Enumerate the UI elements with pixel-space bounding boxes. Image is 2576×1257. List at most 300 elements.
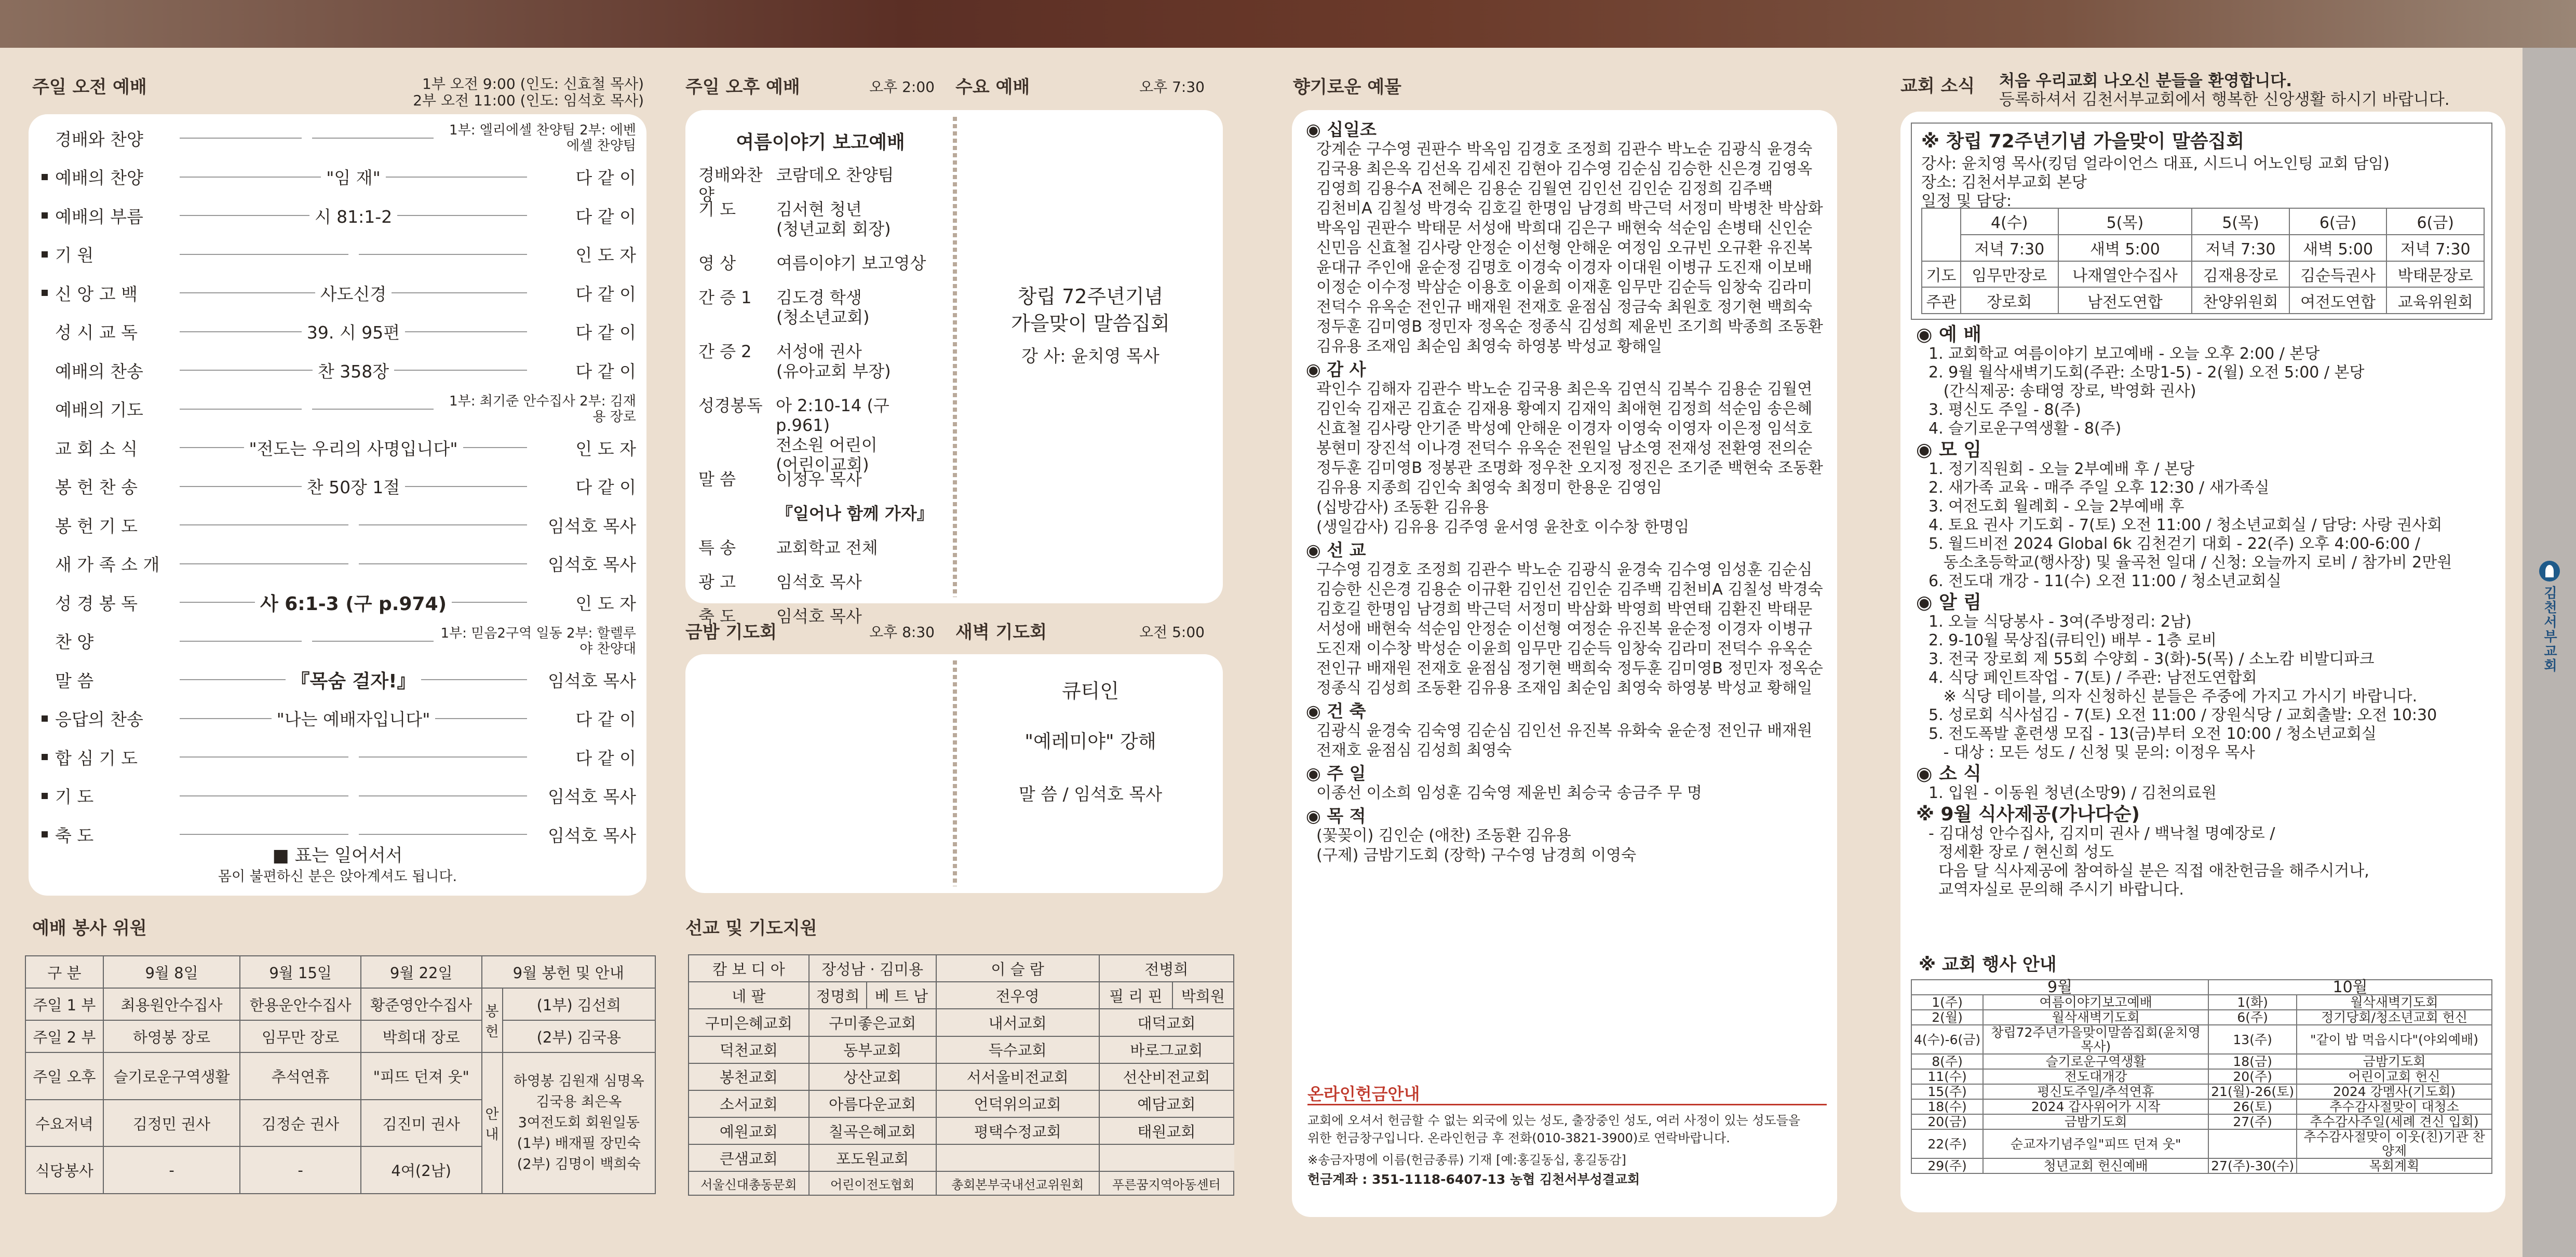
order-item-leader: 인 도 자	[575, 245, 636, 265]
order-middle	[174, 641, 439, 642]
order-item-leader: 다 같 이	[575, 477, 636, 497]
duty-row-label: 주일 2 부	[25, 1020, 103, 1052]
detail-line: 이정우 목사	[776, 469, 862, 489]
offering-category-heading: ◉ 선 교	[1306, 540, 1366, 560]
mission-cell: 아름다운교회	[809, 1090, 936, 1117]
mission-cell: 예담교회	[1099, 1090, 1234, 1117]
afternoon-row	[698, 199, 948, 239]
events-cell: 추수감사절맞이 대청소	[2297, 1099, 2492, 1114]
morning-worship-title: 주일 오전 예배	[32, 77, 147, 98]
order-middle	[174, 358, 532, 383]
events-cell: 20(주)	[2208, 1069, 2297, 1084]
duty-cell: 김정순 권사	[240, 1100, 361, 1147]
order-item-detail: "임 재"	[326, 168, 381, 188]
guide-list	[503, 1052, 655, 1194]
duty-header: 9월 15일	[240, 956, 361, 988]
mission-cell: 상산교회	[809, 1063, 936, 1090]
order-item-leader: 다 같 이	[575, 709, 636, 729]
dash-line	[405, 486, 527, 487]
order-item-leader: 인 도 자	[575, 438, 636, 459]
order-item-leader: 인 도 자	[575, 593, 636, 614]
events-row	[1911, 1054, 2492, 1069]
events-cell: 창립72주년가을맞이말씀집회(윤치영목사)	[1983, 1025, 2208, 1054]
mission-row	[689, 1117, 1234, 1144]
mission-cell: 베 트 남	[867, 982, 936, 1009]
wednesday-title: 수요 예배	[955, 77, 1030, 98]
guide-line: 하영봉 김원재 심명옥	[513, 1073, 644, 1090]
order-item-name: 응답의 찬송	[55, 709, 143, 729]
mission-cell: 평택수정교회	[936, 1117, 1099, 1144]
mission-row	[689, 982, 1234, 1009]
afternoon-item-name: 광 고	[698, 572, 736, 592]
afternoon-row	[698, 165, 948, 205]
news-item: 1. 정기직원회 - 오늘 2부예배 후 / 본당	[1928, 460, 2195, 478]
order-middle	[174, 474, 532, 498]
afternoon-item-name	[698, 504, 776, 523]
offering-title: 향기로운 예물	[1293, 77, 1401, 98]
news-section-heading: ◉ 소 식	[1916, 763, 1982, 785]
order-row	[42, 471, 636, 502]
afternoon-item-detail	[776, 288, 870, 327]
order-item-leader: 1부: 엘리에셀 찬양팀 2부: 에벤에셀 찬양팀	[449, 123, 636, 154]
dash-line	[180, 292, 315, 293]
schedule-day: 6(금)	[2386, 208, 2484, 235]
order-item-detail: 『목숨 걸자!』	[291, 670, 416, 692]
mission-row	[689, 1036, 1234, 1063]
afternoon-row	[698, 288, 948, 327]
events-cell: 추수감사주일(세례 견신 입회)	[2297, 1114, 2492, 1129]
mission-row	[689, 1171, 1234, 1195]
dash-line	[386, 177, 527, 178]
schedule-cell: 찬양위원회	[2192, 287, 2289, 314]
afternoon-row	[698, 342, 948, 381]
offering-category-heading: ◉ 감 사	[1306, 359, 1366, 380]
schedule-cell: 박태문장로	[2386, 261, 2484, 288]
mission-cell: 선산비전교회	[1099, 1063, 1234, 1090]
afternoon-item-name: 특 송	[698, 538, 736, 558]
order-middle	[174, 319, 532, 344]
dash-line	[312, 138, 434, 139]
mission-title: 선교 및 기도지원	[685, 918, 817, 939]
news-item: 1. 교회학교 여름이야기 보고예배 - 오늘 오후 2:00 / 본당	[1928, 345, 2320, 363]
schedule-day: 4(수)	[1961, 208, 2058, 235]
duty-cell: 추석연휴	[240, 1052, 361, 1100]
news-section-heading: ※ 9월 식사제공(가나다순)	[1916, 804, 2140, 825]
news-item: - 김대성 안수집사, 김지미 권사 / 백낙철 명예장로 /	[1928, 825, 2275, 843]
duty-cell: "피뜨 던져 웃"	[361, 1052, 482, 1100]
order-item-detail: "나는 예배자입니다"	[276, 709, 430, 729]
offering-names: 이종선 이소희 임성훈 김숙영 제윤빈 최승국 송금주 무 명	[1316, 784, 1702, 802]
mission-cell: 태원교회	[1099, 1117, 1234, 1144]
standing-bullet-icon	[42, 793, 48, 799]
events-month-october: 10월	[2208, 980, 2492, 995]
guide-line: 3여전도회 회원일동	[518, 1115, 640, 1131]
mission-cell: 푸른꿈지역아동센터	[1099, 1171, 1234, 1195]
order-item-name: 교 회 소 식	[55, 438, 138, 459]
afternoon-row	[698, 253, 948, 273]
news-item: 4. 토요 권사 기도회 - 7(토) 오전 11:00 / 청소년교회실 / 담당: 사랑 권사회	[1928, 516, 2443, 534]
offering-1: (1부) 김선희	[503, 988, 655, 1020]
order-item-leader: 임석호 목사	[548, 516, 636, 536]
detail-line: (청소년교회)	[776, 307, 870, 327]
order-item-name: 기 원	[55, 245, 94, 265]
afternoon-row	[698, 469, 948, 489]
afternoon-item-name: 영 상	[698, 253, 736, 273]
mission-cell-empty	[936, 1144, 1099, 1171]
news-item: 2. 9-10월 묵상집(큐티인) 배부 - 1층 로비	[1928, 631, 2217, 650]
news-item: (간식제공: 송태영 장로, 박영화 권사)	[1928, 382, 2196, 400]
events-row	[1911, 1084, 2492, 1099]
welcome-1: 처음 우리교회 나오신 분들을 환영합니다.	[1999, 72, 2292, 90]
dash-line	[463, 447, 528, 448]
standing-bullet-icon	[42, 212, 48, 219]
order-row	[42, 394, 636, 425]
events-row	[1911, 995, 2492, 1010]
events-row	[1911, 1010, 2492, 1025]
duty-cell: 최용원안수집사	[103, 988, 240, 1020]
duty-cell: 박희대 장로	[361, 1020, 482, 1052]
order-row	[42, 664, 636, 695]
order-item-leader: 다 같 이	[575, 206, 636, 227]
offering-names: 김광식 윤경숙 김숙영 김순심 김인선 유진복 유화숙 윤순정 전인규 배재원 전재호 윤점심 김성희 최영숙	[1316, 722, 1813, 760]
events-cell: 2(월)	[1911, 1010, 1983, 1025]
order-row	[42, 703, 636, 734]
schedule-time: 새벽 5:00	[2058, 235, 2192, 261]
detail-line: 서성애 권사	[776, 342, 862, 361]
rally-speaker: 강사: 윤치영 목사(킹덤 얼라이언스 대표, 시드니 어노인팅 교회 담임)	[1921, 155, 2390, 173]
news-item: 3. 전국 장로회 제 55회 수양회 - 3(화)-5(목) / 소노캄 비발디파크	[1928, 650, 2375, 668]
friday-time: 오후 8:30	[869, 624, 935, 641]
dash-line	[392, 292, 527, 293]
schedule-cell: 장로회	[1961, 287, 2058, 314]
duty-row-label: 주일 오후	[25, 1052, 103, 1100]
detail-line: (유아교회 부장)	[776, 361, 891, 381]
news-item: 교역자실로 문의해 주시기 바랍니다.	[1928, 881, 2184, 899]
morning-time-2: 2부 오전 11:00 (인도: 임석호 목사)	[413, 92, 644, 109]
order-item-name: 찬 양	[55, 632, 94, 652]
dash-line	[180, 795, 348, 796]
order-row	[42, 277, 636, 308]
order-item-leader: 임석호 목사	[548, 787, 636, 807]
online-rule	[1307, 1104, 1827, 1105]
mission-row	[689, 1144, 1234, 1171]
mission-cell: 동부교회	[809, 1036, 936, 1063]
detail-line: 교회학교 전체	[776, 538, 878, 558]
events-row	[1911, 1114, 2492, 1129]
rally-schedule-label: 일정 및 담당:	[1921, 192, 2012, 210]
dash-line	[180, 370, 313, 371]
news-item: 다음 달 식사제공에 참여하실 분은 직접 애찬헌금을 해주시거나,	[1928, 862, 2369, 880]
events-row	[1911, 1069, 2492, 1084]
divider	[953, 117, 957, 597]
events-cell: 26(토)	[2208, 1099, 2297, 1114]
order-item-detail: 시 81:1-2	[314, 206, 393, 227]
dash-line	[397, 215, 527, 216]
schedule-corner	[1922, 208, 1961, 261]
mission-cell: 이 슬 람	[936, 955, 1099, 982]
offering-extra: (십방감사) 조동환 김유용	[1316, 498, 1489, 517]
order-middle	[174, 138, 439, 139]
order-item-leader: 다 같 이	[575, 748, 636, 768]
events-cell: 2024 갑사위어가 시작	[1983, 1099, 2208, 1114]
dash-line	[359, 756, 528, 758]
standing-bullet-icon	[42, 290, 48, 296]
order-item-leader: 임석호 목사	[548, 670, 636, 691]
morning-order-card	[29, 114, 646, 896]
order-middle	[174, 524, 532, 525]
mission-cell: 캄 보 디 아	[689, 955, 809, 982]
order-item-name: 새 가 족 소 개	[55, 555, 160, 575]
events-cell: 21(월)-26(토)	[2208, 1084, 2297, 1099]
mission-cell: 장성남 · 김미용	[809, 955, 936, 982]
duty-row-label: 수요저녁	[25, 1100, 103, 1147]
order-middle	[174, 254, 532, 255]
mission-cell: 대덕교회	[1099, 1009, 1234, 1036]
mission-cell: 득수교회	[936, 1036, 1099, 1063]
seated-note: 몸이 불편하신 분은 앉아계셔도 됩니다.	[218, 869, 457, 885]
mission-cell: 칠곡은혜교회	[809, 1117, 936, 1144]
afternoon-item-detail	[776, 469, 862, 489]
offering-category-heading: ◉ 목 적	[1306, 806, 1366, 826]
rally-schedule-table	[1921, 208, 2485, 314]
events-row	[1911, 1158, 2492, 1173]
standing-bullet-icon	[42, 831, 48, 837]
afternoon-row	[698, 504, 948, 523]
events-header-row	[1911, 980, 2492, 995]
order-middle	[174, 563, 532, 564]
order-row	[42, 509, 636, 540]
events-cell: 평신도주일/추석연휴	[1983, 1084, 2208, 1099]
order-middle	[174, 281, 532, 305]
events-cell: 추수감사절맞이 이웃(친)기관 찬양제	[2297, 1129, 2492, 1158]
dash-line	[180, 447, 244, 448]
schedule-cell: 김순득권사	[2289, 261, 2387, 288]
dawn-line1: 큐티인	[1061, 680, 1120, 702]
offering-names: (꽃꽂이) 김인순 (애찬) 조동환 김유용	[1316, 827, 1571, 845]
wednesday-line2: 가을맞이 말씀집회	[1011, 312, 1170, 335]
news-section-heading: ◉ 예 배	[1916, 324, 1982, 345]
afternoon-item-detail	[776, 199, 891, 239]
rally-title: ※ 창립 72주년기념 가을맞이 말씀집회	[1921, 131, 2245, 152]
order-middle	[174, 795, 532, 796]
news-item: 4. 식당 페인트작업 - 7(토) / 주관: 남전도연합회	[1928, 669, 2257, 687]
dash-line	[180, 756, 348, 758]
duty-header: 9월 8일	[103, 956, 240, 988]
order-item-name: 신 앙 고 백	[55, 283, 138, 304]
events-cell: "같이 밥 먹읍시다"(야외예배)	[2297, 1025, 2492, 1054]
afternoon-item-detail	[776, 396, 948, 475]
order-item-leader: 다 같 이	[575, 361, 636, 382]
mission-cell: 네 팔	[689, 982, 809, 1009]
events-title: ※ 교회 행사 안내	[1919, 954, 2057, 975]
dash-line	[405, 331, 527, 332]
events-cell: 어린이교회 헌신	[2297, 1069, 2492, 1084]
dash-line	[359, 834, 528, 835]
dash-line	[359, 524, 528, 525]
order-row	[42, 741, 636, 773]
afternoon-item-name: 간 증 1	[698, 288, 752, 307]
order-row	[42, 123, 636, 154]
events-month-september: 9월	[1911, 980, 2208, 995]
order-middle	[174, 165, 532, 189]
schedule-cell: 여전도연합	[2289, 287, 2387, 314]
schedule-row-label: 주관	[1922, 287, 1961, 314]
afternoon-item-name: 축 도	[698, 606, 736, 626]
order-item-name: 예배의 기도	[55, 400, 143, 420]
schedule-time: 저녁 7:30	[2386, 235, 2484, 261]
detail-line: 김도경 학생	[776, 288, 862, 307]
events-cell: 6(주)	[2208, 1010, 2297, 1025]
order-middle	[174, 706, 532, 731]
order-item-leader: 1부: 최기준 안수집사 2부: 김재용 장로	[449, 393, 636, 425]
order-row	[42, 626, 636, 657]
afternoon-item-name: 성경봉독	[698, 396, 763, 415]
detail-line: 여름이야기 보고영상	[776, 253, 926, 273]
order-item-detail: 39. 시 95편	[306, 322, 400, 343]
order-item-name: 봉 헌 찬 송	[55, 477, 138, 497]
offering-category-heading: ◉ 건 축	[1306, 701, 1366, 721]
duty-cell: 김정민 권사	[103, 1100, 240, 1147]
events-row	[1911, 1099, 2492, 1114]
dash-line	[180, 138, 302, 139]
wednesday-time: 오후 7:30	[1139, 78, 1205, 96]
online-text-3: ※송금자명에 이름(헌금종류) 기재 [예:홍길동십, 홍길동감]	[1307, 1153, 1626, 1167]
dash-line	[180, 254, 348, 255]
afternoon-item-detail	[776, 253, 926, 273]
mission-cell: 전우영	[936, 982, 1099, 1009]
afternoon-item-name: 경배와찬양	[698, 165, 763, 205]
church-logo	[2535, 561, 2564, 696]
news-item: 4. 슬기로운구역생활 - 8(주)	[1928, 420, 2122, 438]
events-cell: 18(수)	[1911, 1099, 1983, 1114]
guide-label: 안 내	[482, 1052, 503, 1194]
mission-cell: 정명희	[809, 982, 867, 1009]
order-middle	[174, 204, 532, 228]
afternoon-item-name: 간 증 2	[698, 342, 752, 361]
detail-line: 임석호 목사	[776, 606, 862, 626]
afternoon-title: 주일 오후 예배	[685, 77, 800, 98]
mission-row	[689, 1009, 1234, 1036]
dash-line	[180, 563, 348, 564]
mission-cell: 총회본부국내선교위원회	[936, 1171, 1099, 1195]
order-item-leader: 1부: 믿음2구역 일동 2부: 할렐루야 찬양대	[440, 625, 636, 657]
top-decorative-band	[0, 0, 2576, 48]
mission-cell: 구미은혜교회	[689, 1009, 809, 1036]
schedule-cell: 임무만장로	[1961, 261, 2058, 288]
events-row	[1911, 1129, 2492, 1158]
dash-line	[180, 486, 302, 487]
church-logo-icon	[2539, 561, 2560, 582]
offering-category-heading: ◉ 주 일	[1306, 763, 1366, 783]
offering-names: 구수영 김경호 조정희 김관수 박노순 김광식 윤경숙 김수영 임성훈 김순심 김승한 신은경 김용순 이규환 김인선 김인순 김주백 김천비A 김칠성 박경숙 김호길 한명임 남경희 박근덕 서정미 박삼화 박영희 박연태 김환진 박태문 서성애 배현숙 석순임 안정순 이선형 여정순 유진복 윤순정 이경자 이병규 도진재 이수창 박성순 이윤희 임무만 김순득 임창숙 김라미 전덕수 유옥순 전인규 배재원 전재호 윤점심 정기현 백희숙 정두훈 김미영B 정민자 정옥순 정종식 김성희 조동환 김유용 조재임 최순임 최영숙 하영봉 박성교 황해일	[1316, 561, 1823, 697]
events-cell: 목회계획	[2297, 1158, 2492, 1173]
mission-cell: 언덕위의교회	[936, 1090, 1099, 1117]
order-row	[42, 587, 636, 618]
schedule-cell: 교육위원회	[2386, 287, 2484, 314]
order-item-name: 말 씀	[55, 670, 94, 691]
detail-line: 아 2:10-14 (구 p.961)	[776, 396, 889, 435]
news-item: 2. 새가족 교육 - 매주 주일 오후 12:30 / 새가족실	[1928, 479, 2270, 497]
guide-line: (1부) 배재필 장민숙	[517, 1136, 641, 1152]
events-cell: 22(주)	[1911, 1129, 1983, 1158]
order-row	[42, 316, 636, 347]
offering-list	[1306, 117, 1825, 866]
order-row	[42, 161, 636, 193]
afternoon-item-name: 말 씀	[698, 469, 736, 489]
order-item-name: 예배의 찬송	[55, 361, 143, 382]
detail-line: 전소원 어린이	[776, 435, 878, 455]
duty-cell: 김진미 권사	[361, 1100, 482, 1147]
dash-line	[452, 602, 527, 603]
schedule-day: 6(금)	[2289, 208, 2387, 235]
mission-cell: 서울신대총동문회	[689, 1171, 809, 1195]
mission-cell: 내서교회	[936, 1009, 1099, 1036]
duty-title: 예배 봉사 위원	[32, 918, 147, 939]
duty-header: 9월 봉헌 및 안내	[482, 956, 656, 988]
mission-row	[689, 1090, 1234, 1117]
church-logo-text: 김천서부교회	[2541, 586, 2557, 673]
mission-cell: 포도원교회	[809, 1144, 936, 1171]
schedule-cell: 김재용장로	[2192, 261, 2289, 288]
events-cell: 20(금)	[1911, 1114, 1983, 1129]
order-item-name: 축 도	[55, 825, 94, 846]
friday-title: 금밤 기도회	[685, 622, 777, 643]
events-cell: 슬기로운구역생활	[1983, 1054, 2208, 1069]
events-cell: 청년교회 헌신예배	[1983, 1158, 2208, 1173]
events-cell: 금밤기도회	[1983, 1114, 2208, 1129]
offering-names: 강계순 구수영 권판수 박옥임 김경호 조정희 김관수 박노순 김광식 윤경숙 김국용 최은옥 김선옥 김세진 김현아 김수영 김순심 김승한 신은경 김영옥 김영희 김용수A 전혜은 김용순 김월연 김인선 김인순 김정희 김주백 김천비A 김칠성 박경숙 김호길 한명임 남경희 박근덕 서정미 박병찬 박삼화 박옥임 권판수 박태문 서성애 박희대 김은구 배현숙 석순임 손병태 신인순 신민음 신효철 김사랑 안정순 이선형 안해운 여정임 오규빈 오규환 유진복 윤대규 주인애 윤순정 김명호 이경숙 이경자 이대원 이병규 도진재 이보배 이정순 이수정 박삼순 이용호 이윤희 이재훈 임무만 김순득 임창숙 김라미 전덕수 유옥순 전인규 배재원 전재호 윤점심 정금숙 최원호 정기현 백희숙 정두훈 김미영B 정민자 정옥순 정종식 김성희 제윤빈 조기희 박종희 조동환 김유용 조재임 최순임 최영숙 하영봉 박성교 황해일	[1316, 140, 1823, 356]
order-row	[42, 432, 636, 463]
afternoon-item-detail	[776, 342, 891, 381]
order-item-detail: "전도는 우리의 사명입니다"	[249, 438, 458, 459]
guide-line: 김국용 최은옥	[536, 1094, 622, 1111]
news-item: 3. 여전도회 월례회 - 오늘 2부예배 후	[1928, 497, 2184, 516]
mission-cell: 구미좋은교회	[809, 1009, 936, 1036]
news-list	[1916, 323, 2498, 899]
order-middle	[174, 667, 532, 693]
order-item-name: 경배와 찬양	[55, 129, 143, 150]
events-cell: 전도대개강	[1983, 1069, 2208, 1084]
schedule-day: 5(목)	[2192, 208, 2289, 235]
order-item-leader: 다 같 이	[575, 283, 636, 304]
duty-cell: 황준영안수집사	[361, 988, 482, 1020]
news-title: 교회 소식	[1900, 76, 1975, 97]
news-item: 2. 9월 월삭새벽기도회(주관: 소망1-5) - 2(월) 오전 5:00 / 본당	[1928, 363, 2365, 382]
welcome-2: 등록하셔서 김천서부교회에서 행복한 신앙생활 하시기 바랍니다.	[1999, 90, 2450, 109]
events-cell: 13(주)	[2208, 1025, 2297, 1054]
order-item-name: 기 도	[55, 787, 94, 807]
offering-category-heading: ◉ 십일조	[1306, 119, 1377, 140]
duty-cell: -	[103, 1146, 240, 1194]
news-section-heading: ◉ 모 임	[1916, 439, 1982, 461]
duty-cell: 슬기로운구역생활	[103, 1052, 240, 1100]
news-item: - 대상 : 모든 성도 / 신청 및 문의: 이정우 목사	[1928, 744, 2255, 762]
order-item-detail: 찬 358장	[317, 361, 389, 382]
duty-cell: -	[240, 1146, 361, 1194]
news-item: 동소초등학교(행사장) 및 율곡천 일대 / 신청: 오늘까지 로비 / 참가비 2만원	[1928, 553, 2452, 572]
order-middle	[174, 409, 439, 410]
offering-2: (2부) 김국용	[503, 1020, 655, 1052]
events-row	[1911, 1025, 2492, 1054]
standing-bullet-icon	[42, 715, 48, 722]
mission-cell: 예원교회	[689, 1117, 809, 1144]
rally-place: 장소: 김천서부교회 본당	[1921, 173, 2087, 192]
schedule-day: 5(목)	[2058, 208, 2192, 235]
offering-extra: (구제) 금밤기도회 (장학) 구수영 남경희 이영숙	[1316, 846, 1637, 864]
mission-table	[688, 954, 1234, 1196]
offering-extra: (생일감사) 김유용 김주영 윤서영 윤찬호 이수창 한명임	[1316, 518, 1690, 536]
dash-line	[180, 718, 272, 719]
